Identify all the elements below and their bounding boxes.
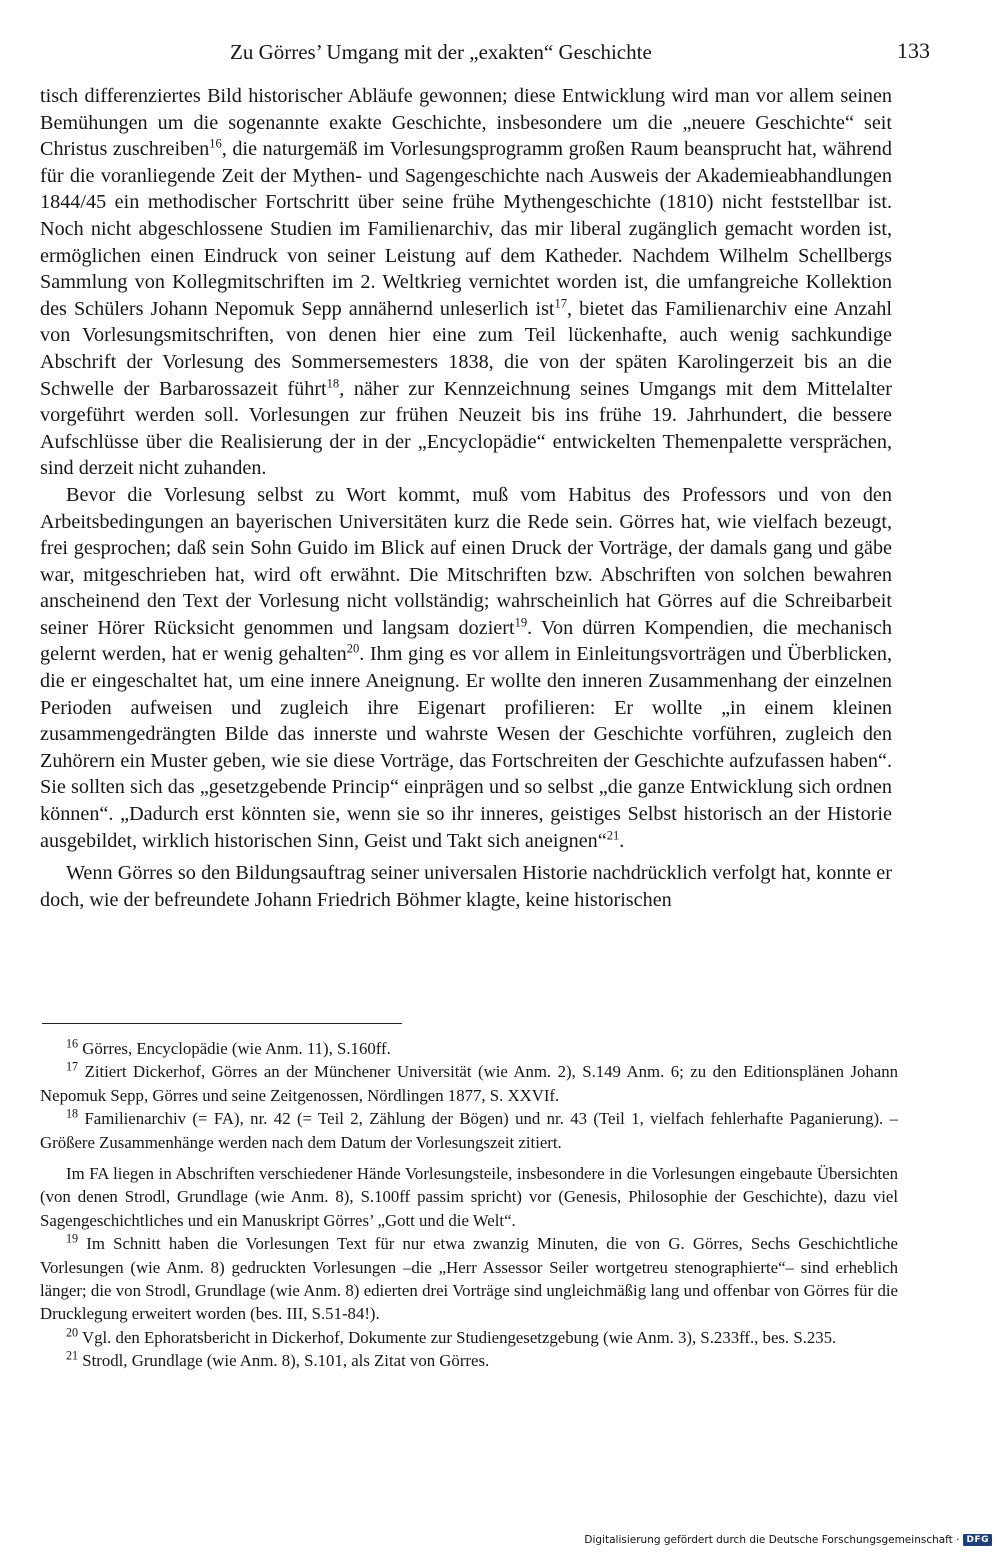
footnote-number: 20 — [66, 1325, 79, 1340]
footnote-number: 19 — [66, 1231, 79, 1246]
footnote-17 — [40, 1060, 898, 1107]
footnote-number: 17 — [66, 1059, 79, 1074]
page-number: 133 — [897, 38, 930, 63]
footnote-ref-20: 20 — [346, 641, 360, 656]
footnote-ref-19: 19 — [514, 615, 528, 630]
page-header — [40, 36, 960, 76]
text-run: . — [619, 829, 625, 852]
footnote-20 — [40, 1326, 898, 1349]
paragraph-3: Wenn Görres so den Bildungsauftrag seiner universalen Historie nachdrücklich verfolgt hat, konnte er doch, wie der befreundete Johann Friedrich Böhmer klagte, keine historischen — [40, 862, 892, 911]
footnotes — [40, 1037, 898, 1373]
running-title: Zu Görres’ Umgang mit der „exakten“ Geschichte — [230, 40, 652, 64]
text-run: Bevor die Vorlesung selbst zu Wort kommt, muß vom Habitus des Professors und von den Arbeitsbedingungen an bayerischen Universitäten kurz die Rede sein. Görres hat, wie vielfach bezeugt, frei gesprochen; daß sein Sohn Guido im Blick auf einen Druck der Vorträge, der damals gang und gäbe war, mitgeschrieben hat, wird oft erwähnt. Die Mitschriften bzw. Abschriften von solchen bewahren anscheinend den Text der Vorlesung nicht vollständig; wahrscheinlich hat Görres auf die Schreibarbeit seiner Hörer Rücksicht genommen und langsam doziert — [40, 483, 892, 639]
paragraph-1 — [40, 83, 892, 482]
text-run: , bietet das Familienarchiv eine Anzahl von Vorlesungsmitschriften, von denen hier eine zum Teil lückenhafte, auch wenig sachkundige Abschrift der Vorlesung des Sommersemesters 1838, die von der späten Karolingerzeit bis an die Schwelle der Barbarossazeit führt — [40, 297, 893, 400]
footnote-number: 18 — [66, 1106, 79, 1121]
text-run: , die naturgemäß im Vorlesungsprogramm großen Raum beansprucht hat, während für die voranliegende Zeit der Mythen- und Sagengeschichte nach Ausweis der Akademieabhandlungen 1844/45 ein methodischer Fortschritt über seine frühe Mythengeschichte (1810) nicht feststellbar ist. Noch nicht abgeschlossene Studien im Familienarchiv, das mir liberal zugänglich gemacht worden ist, ermöglichen einen Eindruck von seiner Leistung auf dem Katheder. Nachdem Wilhelm Schellbergs Sammlung von Kollegmitschriften im 2. Weltkrieg vernichtet worden ist, die umfangreiche Kollektion des Schülers Johann Nepomuk Sepp annähernd unleserlich ist — [40, 138, 892, 320]
footnote-16 — [40, 1037, 898, 1060]
footnote-18-continuation: Im FA liegen in Abschriften verschiedener Hände Vorlesungsteile, insbesondere in die Vorlesungen eingebaute Übersichten (von denen Strodl, Grundlage (wie Anm. 8), S.100ff passim spricht) vor (Genesis, Philosophie der Geschichte), dazu viel Sagengeschichtliches und ein Manuskript Görres’ „Gott und die Welt“. — [40, 1164, 898, 1230]
footnote-19 — [40, 1232, 898, 1326]
main-text — [40, 83, 892, 913]
footnote-text: Im Schnitt haben die Vorlesungen Text für nur etwa zwanzig Minuten, die von G. Görres, Sechs Geschichtliche Vorlesungen (wie Anm. 8) gedruckten Vorlesungen –die „Herr Assessor Seiler wortgetreu stenographierte“– sind erheblich länger; die von Strodl, Grundlage (wie Anm. 8) edierten drei Vorträge sind ungleichmäßig lang und offenbar von Görres für die Drucklegung erweitert worden (bes. III, S.51-84!). — [40, 1234, 898, 1324]
dfg-logo: DFG — [963, 1534, 992, 1546]
footnote-number: 16 — [66, 1036, 79, 1051]
footnote-ref-21: 21 — [606, 827, 620, 842]
footnote-text: Zitiert Dickerhof, Görres an der Münchener Universität (wie Anm. 2), S.149 Anm. 6; zu den Editionsplänen Johann Nepomuk Sepp, Görres und seine Zeitgenossen, Nördlingen 1877, S. XXVIf. — [40, 1062, 898, 1105]
paragraph-2 — [40, 482, 892, 854]
footnote-ref-18: 18 — [326, 375, 340, 390]
text-run: . Von dürren Kompendien, die mechanisch gelernt werden, hat er wenig gehalten — [40, 616, 892, 666]
text-run: , näher zur Kennzeichnung seines Umgangs mit dem Mittelalter vorgeführt werden soll. Vorlesungen zur frühen Neuzeit bis ins frühe 19. Jahrhundert, die bessere Aufschlüsse über die Realisierung der in der „Encyclopädie“ entwickelten Themenpalette versprächen, sind derzeit nicht zuhanden. — [40, 377, 892, 480]
footnote-ref-16: 16 — [209, 136, 222, 151]
footnote-divider — [42, 1023, 402, 1024]
footnote-text: Vgl. den Ephoratsbericht in Dickerhof, Dokumente zur Studiengesetzgebung (wie Anm. 3), S.233ff., bes. S.235. — [81, 1327, 837, 1347]
footnote-text: Strodl, Grundlage (wie Anm. 8), S.101, als Zitat von Görres. — [82, 1351, 490, 1371]
footnote-number: 21 — [66, 1348, 79, 1363]
footnote-text: Familienarchiv (= FA), nr. 42 (= Teil 2, Zählung der Bögen) und nr. 43 (Teil 1, vielfach fehlerhafte Paganierung). – Größere Zusammenhänge werden nach dem Datum der Vorlesungszeit zitiert. — [40, 1109, 898, 1152]
footnote-text: Görres, Encyclopädie (wie Anm. 11), S.160ff. — [82, 1039, 391, 1058]
text-run: . Ihm ging es vor allem in Einleitungsvorträgen und Überblicken, die er eingeschaltet hat, um eine innere Aneignung. Er wollte den inneren Zusammenhang der einzelnen Perioden aufweisen und zugleich ihre Eigenart profilieren: Er wollte „in einem kleinen zusammengedrängten Bilde das innerste und wahrste Wesen der Geschichte vorführen, zugleich den Zuhörern ein Muster geben, wie sie diese Vorträge, das Fortschreiten der Geschichte aufzufassen haben“. Sie sollten sich das „gesetzgebende Princip“ einprägen und so selbst „die ganze Entwicklung sich ordnen können“. „Dadurch erst könnten sie, wenn sie so ihr inneres, geistiges Selbst historisch an der Historie ausgebildet, wirklich historischen Sinn, Geist und Takt sich aneignen“ — [40, 643, 892, 852]
footnote-ref-17: 17 — [554, 296, 568, 311]
text-run: tisch differenziertes Bild historischer Abläufe gewonnen; diese Entwicklung wird man vor allem seinen Bemühungen um die sogenannte exakte Geschichte, insbesondere um die „neuere Geschichte“ seit Christus zuschreiben — [40, 85, 892, 161]
credit-text: Digitalisierung gefördert durch die Deutsche Forschungsgemeinschaft · — [584, 1534, 960, 1546]
footnote-21 — [40, 1349, 898, 1372]
digitization-credit — [584, 1534, 992, 1546]
footnote-18 — [40, 1107, 898, 1154]
